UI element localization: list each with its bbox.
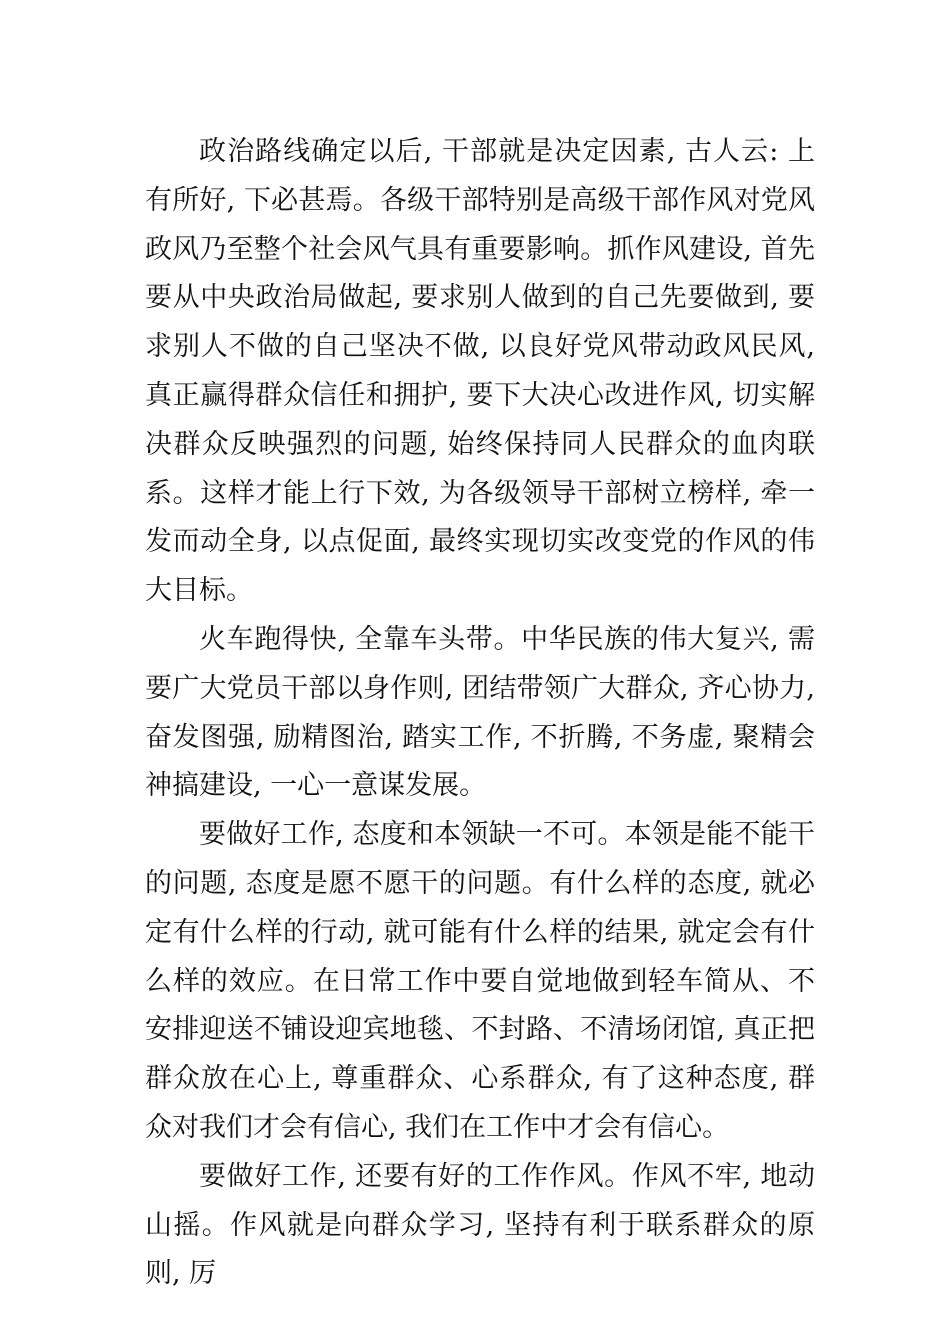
paragraph-3: 要做好工作, 态度和本领缺一不可。本领是能不能干的问题, 态度是愿不愿干的问题。有什么样的态度, 就必定有什么样的行动, 就可能有什么样的结果, 就定会有什么样的效应。在日常工作中要自觉地做到轻车简从、不安排迎送不铺设迎宾地毯、不封路、不清场闭馆, 真正把群众放在心上, 尊重群众、心系群众, 有了这种态度, 群众对我们才会有信心, 我们在工作中才会有信心。 — [145, 819, 815, 1143]
paragraph-1: 政治路线确定以后, 干部就是决定因素, 古人云: 上有所好, 下必甚焉。各级干部特别是高级干部作风对党风政风乃至整个社会风气具有重要影响。抓作风建设, 首先要从中央政治局做起, 要求别人做到的自己先要做到, 要求别人不做的自己坚决不做, 以良好党风带动政风民风, 真正赢得群众信任和拥护, 要下大决心改进作风, 切实解决群众反映强烈的问题, 始终保持同人民群众的血肉联系。这样才能上行下效, 为各级领导干部树立榜样, 牵一发而动全身, 以点促面, 最终实现切实改变党的作风的伟大目标。 — [145, 136, 815, 607]
paragraph-4: 要做好工作, 还要有好的工作作风。作风不牢, 地动山摇。作风就是向群众学习, 坚持有利于联系群众的原则, 厉 — [145, 1160, 815, 1290]
document-body — [145, 128, 815, 1299]
paragraph-2: 火车跑得快, 全靠车头带。中华民族的伟大复兴, 需要广大党员干部以身作则, 团结带领广大群众, 齐心协力, 奋发图强, 励精图治, 踏实工作, 不折腾, 不务虚, 聚精会神搞建设, 一心一意谋发展。 — [145, 623, 815, 802]
